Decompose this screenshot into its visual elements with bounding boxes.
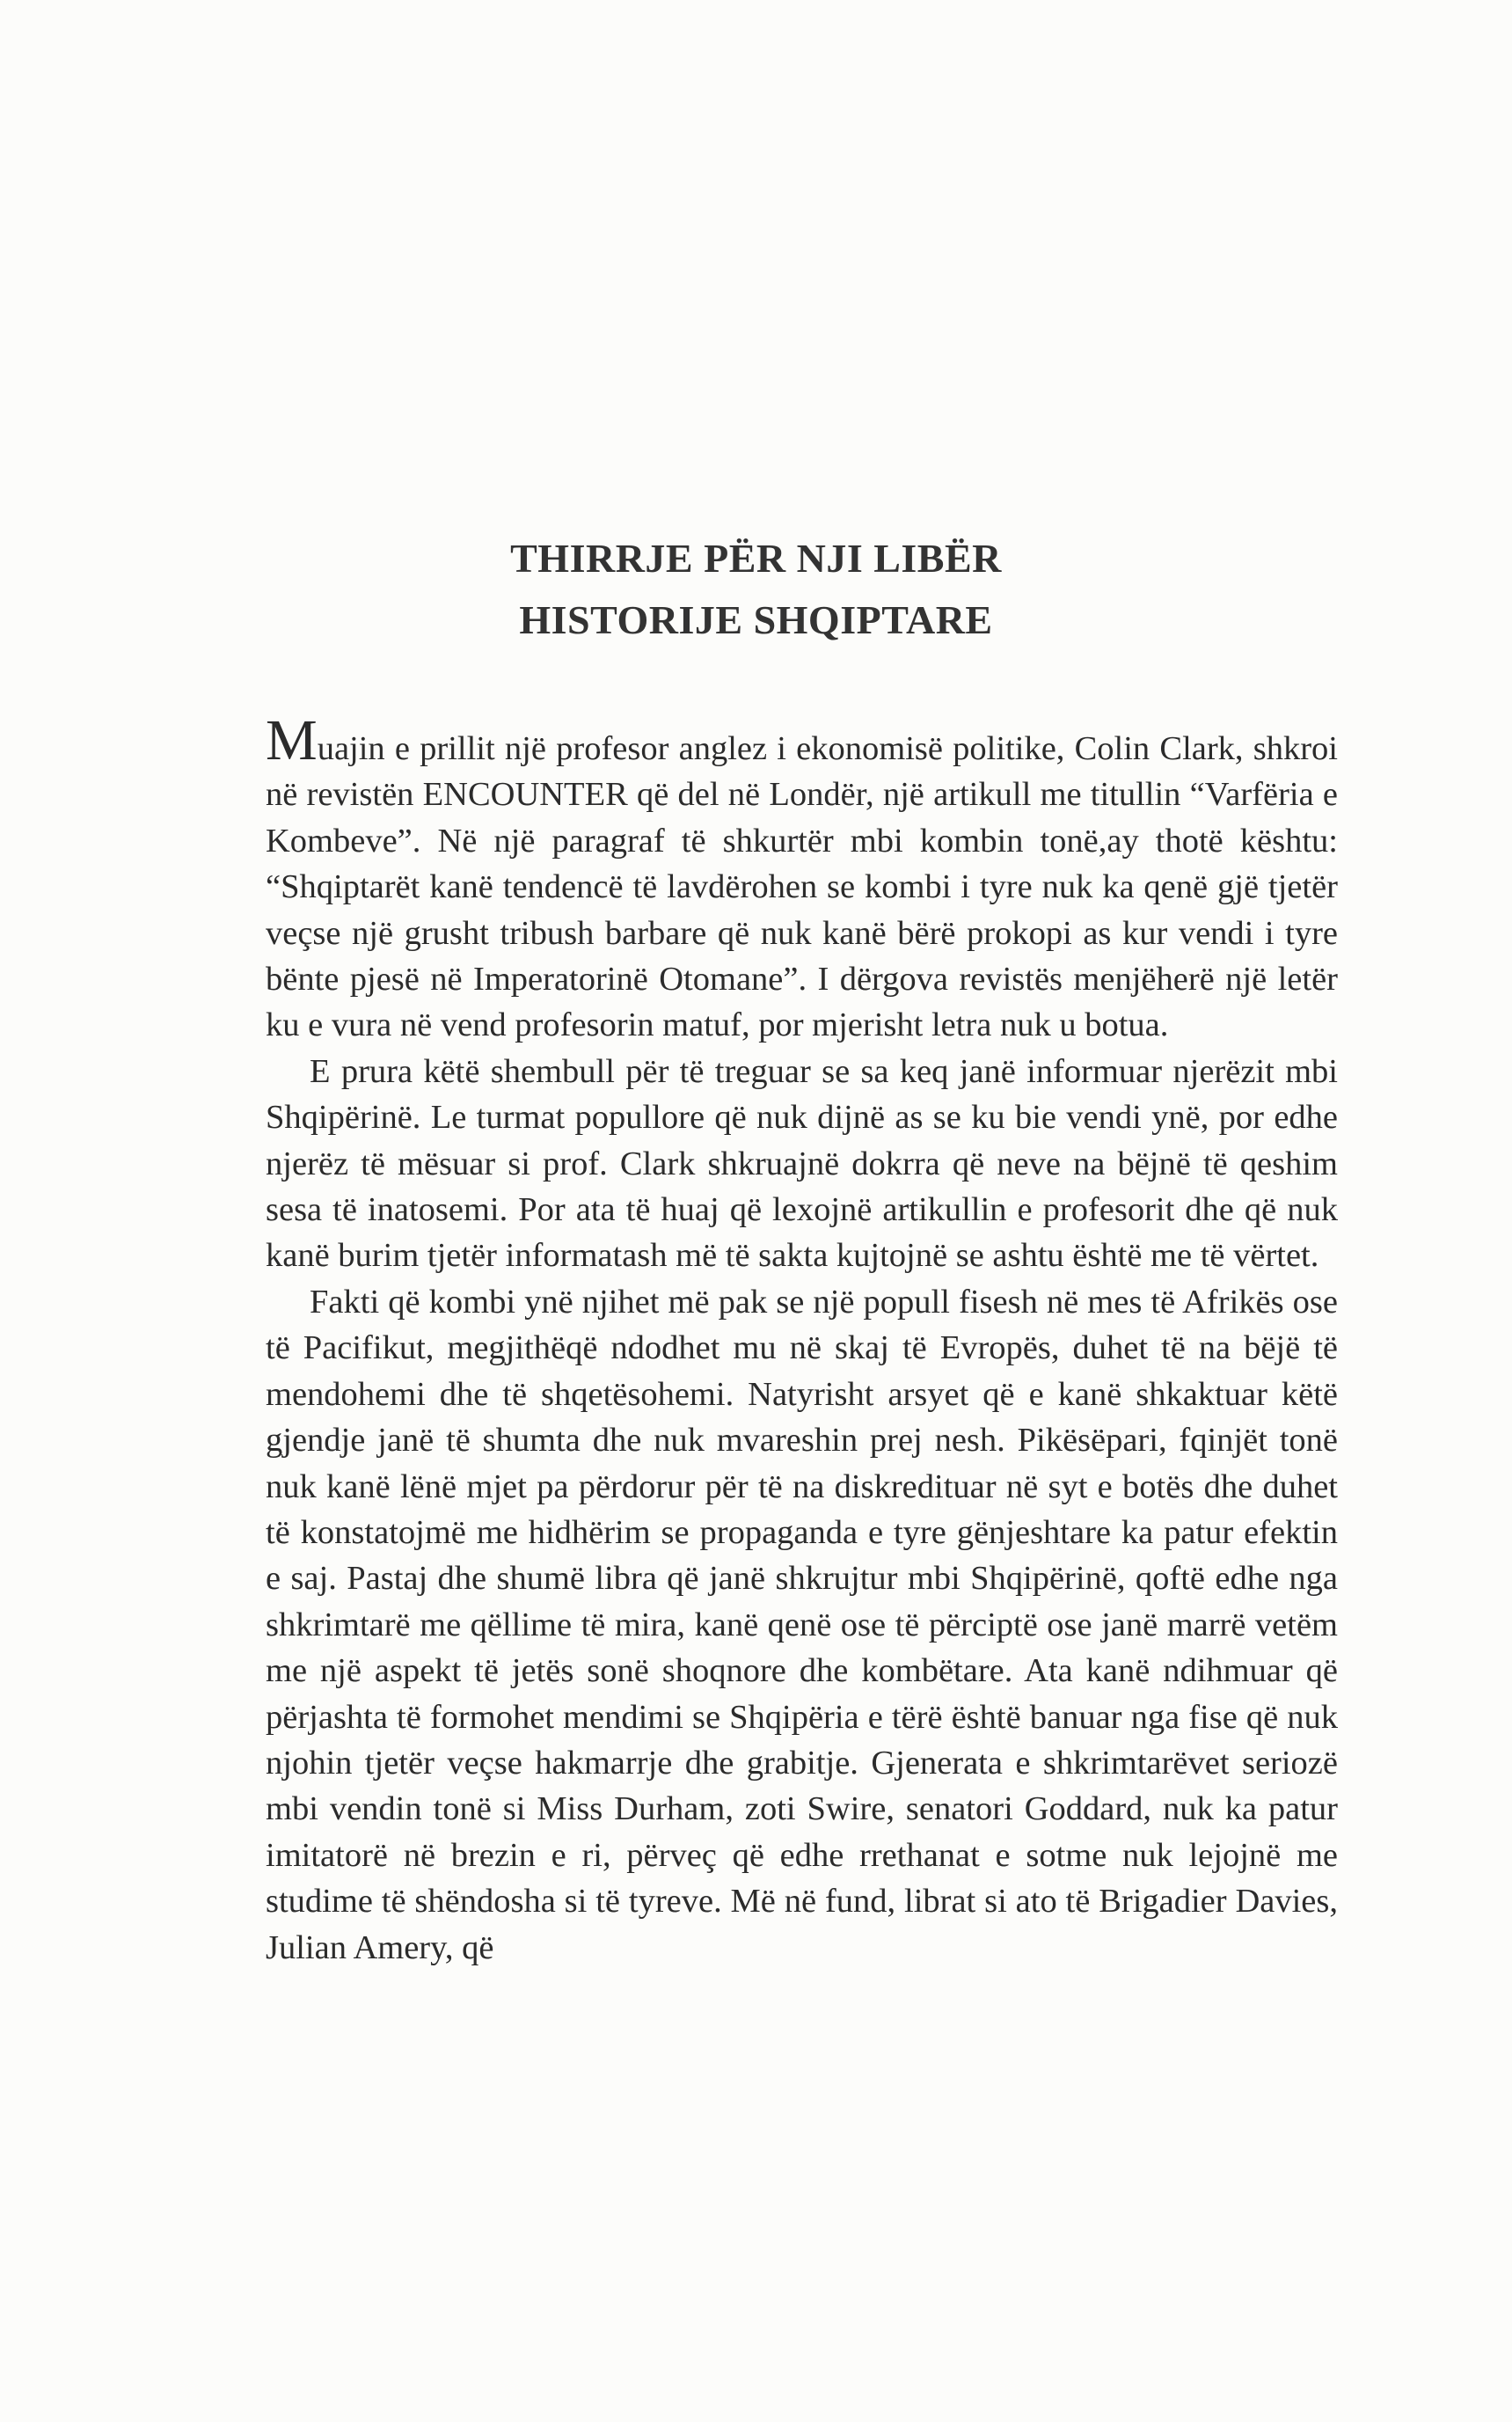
chapter-title: [264, 528, 1248, 651]
paragraph-1-text: uajin e prillit një profesor anglez i ekonomisë politike, Colin Clark, shkroi në revistën ENCOUNTER që del në Londër, një artikull me titullin “Varfëria e Kombeve”. Në një paragraf të shkurtër mbi kombin tonë,ay thotë kështu: “Shqiptarët kanë tendencë të lavdërohen se kombi i tyre nuk ka qenë gjë tjetër veçse një grusht tribush barbare që nuk kanë bërë prokopi as kur vendi i tyre bënte pjesë në Imperatorinë Otomane”. I dërgova revistës menjëherë një letër ku e vura në vend profesorin matuf, por mjerisht letra nuk u botua.: [266, 730, 1338, 1044]
body-text: [266, 708, 1338, 1971]
paragraph-1: [266, 708, 1338, 1049]
paragraph-3: Fakti që kombi ynë njihet më pak se një popull fisesh në mes të Afrikës ose të Pacifikut, megjithëqë ndodhet mu në skaj të Evropës, duhet të na bëjë të mendohemi dhe të shqetësohemi. Natyrisht arsyet që e kanë shkaktuar këtë gjendje janë të shumta dhe nuk mvareshin prej nesh. Pikësëpari, fqinjët tonë nuk kanë lënë mjet pa përdorur për të na diskredituar në syt e botës dhe duhet të konstatojmë me hidhërim se propaganda e tyre gënjeshtare ka patur efektin e saj. Pastaj dhe shumë libra që janë shkrujtur mbi Shqipërinë, qoftë edhe nga shkrimtarë me qëllime të mira, kanë qenë ose të përciptë ose janë marrë vetëm me një aspekt të jetës sonë shoqnore dhe kombëtare. Ata kanë ndihmuar që përjashta të formohet mendimi se Shqipëria e tërë është banuar nga fise që nuk njohin tjetër veçse hakmarrje dhe grabitje. Gjenerata e shkrimtarëvet seriozë mbi vendin tonë si Miss Durham, zoti Swire, senatori Goddard, nuk ka patur imitatorë në brezin e ri, përveç që edhe rrethanat e sotme nuk lejojnë me studime të shëndosha si të tyreve. Më në fund, librat si ato të Brigadier Davies, Julian Amery, që: [266, 1283, 1338, 1966]
paragraph-2: E prura këtë shembull për të treguar se sa keq janë informuar njerëzit mbi Shqipërinë. Le turmat popullore që nuk dijnë as se ku bie vendi ynë, por edhe njerëz të mësuar si prof. Clark shkruajnë dokrra që neve na bëjnë të qeshim sesa të inatosemi. Por ata të huaj që lexojnë artikullin e profesorit dhe që nuk kanë burim tjetër informatash më të sakta kujtojnë se ashtu është me të vërtet.: [266, 1052, 1338, 1275]
drop-cap: M: [266, 708, 318, 772]
chapter-title-line-1: THIRRJE PËR NJI LIBËR: [510, 536, 1002, 581]
chapter-title-line-2: HISTORIJE SHQIPTARE: [519, 597, 993, 642]
